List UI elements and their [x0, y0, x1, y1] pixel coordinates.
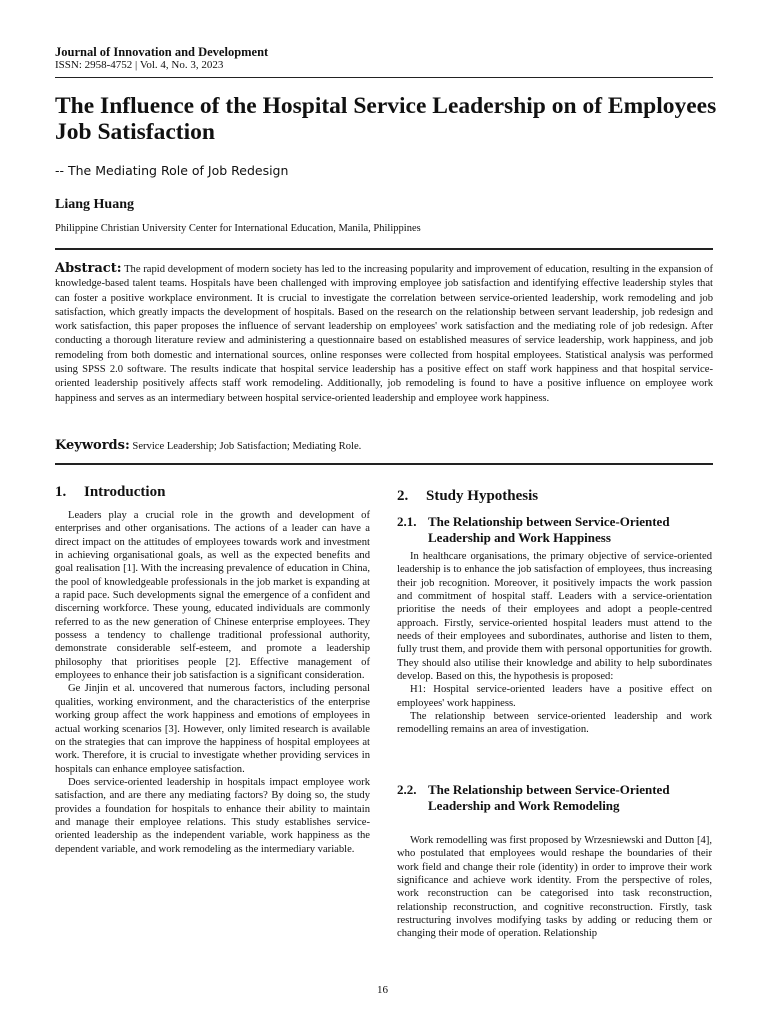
journal-name: Journal of Innovation and Development [55, 45, 269, 59]
journal-issn: ISSN: 2958-4752 | Vol. 4, No. 3, 2023 [55, 59, 224, 71]
subsection-title: The Relationship between Service-Oriented Leadership and Work Happiness [428, 514, 670, 545]
abstract-label: Abstract: [55, 261, 122, 276]
author-affiliation: Philippine Christian University Center for International Education, Manila, Philippines [55, 223, 421, 234]
keywords [55, 438, 713, 453]
section-title: Study Hypothesis [426, 488, 539, 504]
author-name: Liang Huang [55, 197, 134, 212]
section-heading-introduction [55, 484, 165, 501]
paper-title: The Influence of the Hospital Service Leadership on of Employees Job Satisfaction [55, 93, 717, 145]
abstract [55, 262, 713, 406]
subsection-number: 2.2. [397, 782, 417, 797]
subsection-2-2-body [397, 834, 712, 941]
paragraph: In healthcare organisations, the primary objective of service-oriented leadership is to enhance the job satisfaction of employees, thus increasing their job recognition. Moreover, it positively impacts the work passion and commitment of hospital staff. Leaders with a service-orientation prioritise the needs of their employees and adopt a people-centred approach. Firstly, service-oriented hospital leaders must attend to the needs of their employees and subordinates, authorise and listen to them, fully trust them, and provide them with personal opportunities for growth. They should also utilise their knowledge and ability to help subordinates develop. Based on this, the hypothesis is proposed: [397, 551, 712, 683]
subsection-number: 2.1. [397, 514, 417, 529]
section-number: 1. [55, 484, 67, 500]
paragraph: Work remodelling was first proposed by Wrzesniewski and Dutton [4], who postulated that employees would reshape the boundaries of their work field and change their role (identity) in order to improve their work significance and achieve work identity. From the perspective of roles, work reconstruction can be categorised into task reconstruction, relationship reconstruction, and cognitive reconstruction. Firstly, task restructuring involves modifying tasks by adding or reducing them or changing their mode of operation. Relationship [397, 835, 712, 940]
paper-subtitle: -- The Mediating Role of Job Redesign [55, 163, 289, 178]
section-number: 2. [397, 488, 409, 504]
paragraph: Does service-oriented leadership in hospitals impact employee work satisfaction, and are there any mediating factors? By doing so, the study provides a foundation for hospitals to enhance their ability to maintain and manage their employee relations. This study establishes service-oriented leadership as the independent variable, work happiness as the dependent variable, and work remodeling as the intermediary variable. [55, 776, 370, 855]
hypothesis-h1: H1: Hospital service-oriented leaders have a positive effect on employees' work happiness. [397, 684, 712, 709]
abstract-top-rule [55, 248, 713, 250]
paragraph: Leaders play a crucial role in the growth and development of enterprises and other organisations. The actions of a leader can have a direct impact on the attitudes of employees towards work and investment in achieving organisational goals, as well as the expected benefits and goal realisation [1]. With the increasing prevalence of education in China, the pool of knowledgeable professionals in the job market is expanding at a rapid pace. Such developments signal the emergence of a confident and discerning workforce. These young, educated individuals are commonly referred to as the new generation of Chinese enterprise employees. They possess a tendency to challenge traditional professional authority, demonstrate considerable self-esteem, and promote a leadership philosophy that prioritises people [2]. Effective management of employees to enhance their job satisfaction is a significant consideration. [55, 510, 370, 682]
subsection-title: The Relationship between Service-Oriented Leadership and Work Remodeling [428, 782, 670, 813]
section-title: Introduction [84, 484, 166, 500]
page-number: 16 [377, 984, 388, 996]
paragraph: The relationship between service-oriented leadership and work remodelling remains an area of investigation. [397, 711, 712, 736]
header-rule [55, 77, 713, 78]
subsection-2-1-body [397, 550, 712, 737]
paragraph: Ge Jinjin et al. uncovered that numerous factors, including personal qualities, working environment, and the characteristics of the enterprise working group affect the work happiness and emotions of employees in actual working scenarios [3]. However, only limited research is available on the strategies that can improve the happiness of hospital employees at work. Therefore, it is crucial to investigate whether providing services in hospitals can enhance employee satisfaction. [55, 683, 370, 775]
keywords-text: Service Leadership; Job Satisfaction; Mediating Role. [132, 441, 362, 452]
abstract-bottom-rule [55, 463, 713, 465]
subsection-heading-2-2 [397, 782, 717, 814]
section-heading-study-hypothesis [397, 488, 538, 505]
abstract-text: The rapid development of modern society has led to the increasing popularity and improvement of education, resulting in the expansion of knowledge-based talent teams. Hospitals have been challenged with improving employee job satisfaction and identifying effective leadership styles that can foster a positive workplace environment. It is crucial to investigate the correlation between service-oriented leadership, work remodeling and job satisfaction, which greatly impacts the development of hospitals. Based on the research on the relationship between servant leadership, job redesign and work satisfaction, this paper proposes the influence of servant leadership on employees' work satisfaction and the mediating role of job redesign. After conducting a thorough literature review and administering a questionnaire based on established measures of service leadership, work happiness, and job remodeling from both domestic and international sources, online responses were collected from hospital employees. Statistical analysis was performed using SPSS 2.0 software. The results indicate that hospital service leadership has a positive effect on staff work happiness and that hospital service-oriented leadership positively affects staff work remodeling. Additionally, job remodeling is found to have a positive influence on employee work happiness and serves as an intermediary between hospital service-oriented leadership and employee work happiness. [55, 264, 713, 404]
subsection-heading-2-1 [397, 514, 717, 546]
introduction-body [55, 509, 370, 856]
keywords-label: Keywords: [55, 438, 130, 453]
